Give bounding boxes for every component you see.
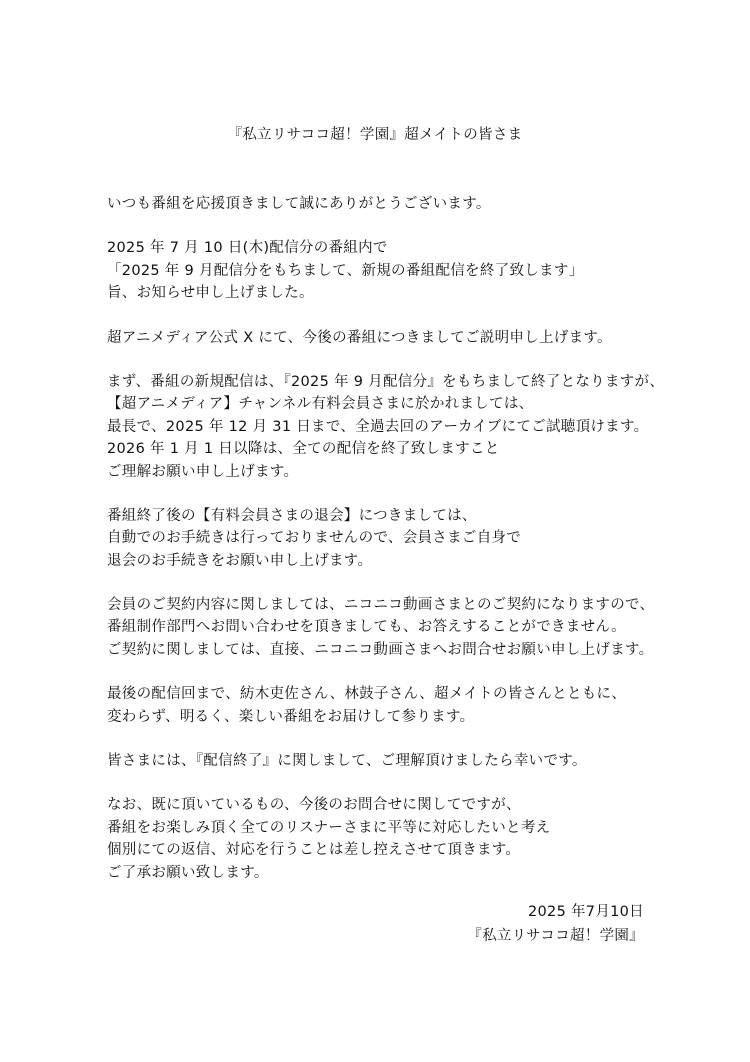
paragraph-understanding-request <box>107 750 707 772</box>
text-line: ご契約に関しましては、直接、ニコニコ動画さまへお問合せお願い申し上げます。 <box>107 641 654 658</box>
text-line: 2026 年 1 月 1 日以降は、全ての配信を終了致しますこと <box>107 441 500 458</box>
paragraph-membership-cancel <box>107 505 707 572</box>
paragraph-final-broadcast <box>107 683 707 728</box>
text-line: 「2025 年 9 月配信分をもちまして、新規の番組配信を終了致します」 <box>107 262 584 279</box>
document-body <box>107 193 707 906</box>
text-line: 個別にての返信、対応を行うことは差し控えさせて頂きます。 <box>107 842 521 859</box>
text-line: 番組制作部門へお問い合わせを頂きましても、お答えすることができません。 <box>107 619 626 636</box>
paragraph-greeting <box>107 193 707 215</box>
paragraph-contract-info <box>107 594 707 661</box>
text-line: 2025 年 7 月 10 日(木)配信分の番組内で <box>107 240 388 257</box>
paragraph-archive-info <box>107 371 707 483</box>
text-line: 最長で、2025 年 12 月 31 日まで、全過去回のアーカイブにてご試聴頂けます。 <box>107 418 649 435</box>
text-line: 番組をお楽しみ頂く全てのリスナーさまに平等に対応したいと考え <box>107 819 551 836</box>
text-line: 自動でのお手続きは行っておりませんので、会員さまご自身で <box>107 530 522 547</box>
text-line: 最後の配信回まで、紡木吏佐さん、林鼓子さん、超メイトの皆さんとともに、 <box>107 686 627 703</box>
paragraph-inquiry-policy <box>107 794 707 884</box>
text-line: 旨、お知らせ申し上げました。 <box>107 285 314 302</box>
text-line: ご理解お願い申し上げます。 <box>107 463 299 480</box>
text-line: 退会のお手続きをお願い申し上げます。 <box>107 552 373 569</box>
paragraph-explanation-notice <box>107 327 707 349</box>
text-line: いつも番組を応援頂きまして誠にありがとうございます。 <box>107 196 491 212</box>
text-line: 会員のご契約内容に関しましては、ニコニコ動画さまとのご契約になりますので、 <box>107 597 655 614</box>
document-title: 『私立リサココ超！学園』超メイトの皆さま <box>227 127 523 143</box>
text-line: 超アニメディア公式 X にて、今後の番組につきましてご説明申し上げます。 <box>107 329 612 346</box>
text-line: 変わらず、明るく、楽しい番組をお届けして参ります。 <box>107 708 475 725</box>
text-line: ご了承お願い致します。 <box>107 864 269 881</box>
text-line: なお、既に頂いているもの、今後のお問合せに関してですが、 <box>107 797 521 814</box>
paragraph-announcement <box>107 237 707 304</box>
text-line: 【超アニメディア】チャンネル有料会員さまに於かれましては、 <box>107 396 534 413</box>
signature-block <box>467 900 644 948</box>
text-line: 皆さまには、『配信終了』に関しまして、ご理解頂けましたら幸いです。 <box>107 753 587 770</box>
signature-name: 『私立リサココ超！学園』 <box>467 928 644 944</box>
signature-date: 2025 年7月10日 <box>528 904 644 920</box>
text-line: まず、番組の新規配信は、『2025 年 9 月配信分』をもちまして終了となりますが、 <box>107 373 665 390</box>
text-line: 番組終了後の【有料会員さまの退会】につきましては、 <box>107 507 477 524</box>
